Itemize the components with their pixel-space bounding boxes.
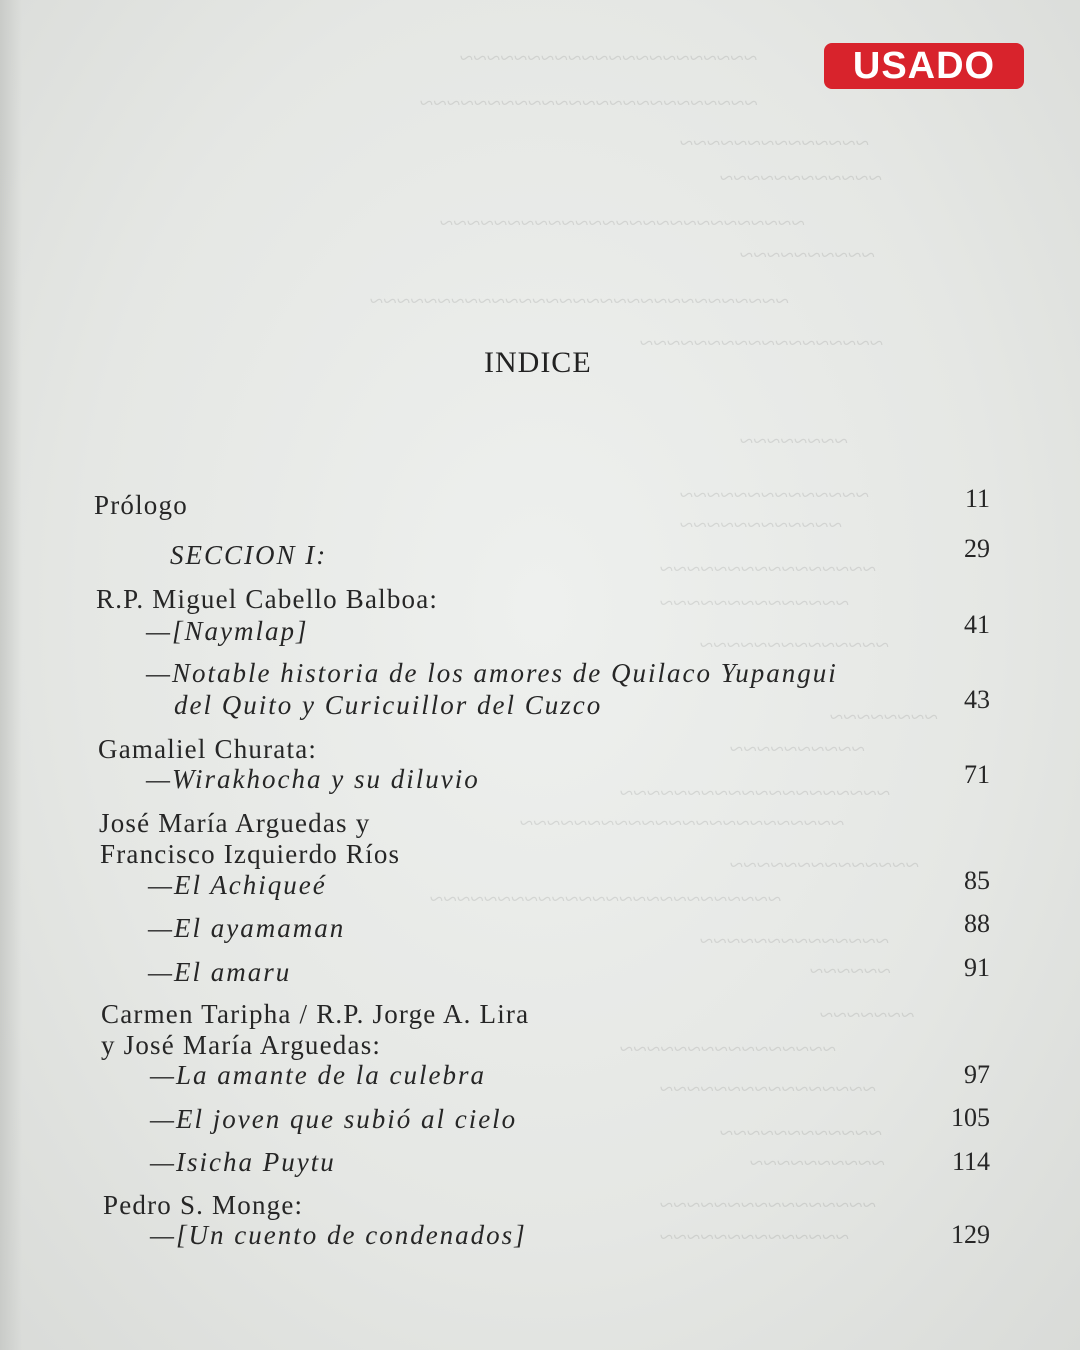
author-heading: José María Arguedas y — [99, 808, 371, 838]
page-number: 85 — [964, 866, 990, 895]
entry-title: —La amante de la culebra — [150, 1060, 486, 1090]
entry-title: —El Achiqueé — [148, 870, 327, 900]
author-heading-continued: y José María Arguedas: — [101, 1030, 382, 1060]
entry-title: —El ayamaman — [148, 913, 346, 943]
page-number: 71 — [964, 760, 990, 789]
author-heading: Pedro S. Monge: — [103, 1190, 304, 1220]
author-heading: Carmen Taripha / R.P. Jorge A. Lira — [101, 999, 530, 1029]
page-title: INDICE — [484, 346, 592, 379]
page-number: 129 — [951, 1220, 990, 1249]
entry-title: —El joven que subió al cielo — [150, 1104, 518, 1134]
section-heading: SECCION I: — [170, 540, 328, 570]
author-heading-continued: Francisco Izquierdo Ríos — [100, 839, 401, 869]
page-number: 88 — [964, 909, 990, 938]
page-number: 41 — [964, 610, 990, 639]
page-number: 11 — [964, 484, 990, 513]
page-number: 114 — [951, 1147, 990, 1176]
page-number: 43 — [964, 685, 990, 714]
entry-title: —[Un cuento de condenados] — [150, 1220, 527, 1250]
page-number: 29 — [964, 534, 990, 563]
page-gutter — [0, 0, 22, 1350]
entry-prologo: Prólogo — [94, 490, 188, 520]
page-number: 105 — [951, 1103, 990, 1132]
page-number: 97 — [964, 1060, 990, 1089]
entry-title-continued: del Quito y Curicuillor del Cuzco — [174, 690, 603, 720]
entry-title: —Isicha Puytu — [150, 1147, 336, 1177]
used-badge: USADO — [824, 43, 1024, 89]
entry-title: —El amaru — [148, 957, 292, 987]
entry-title: —Wirakhocha y su diluvio — [146, 764, 480, 794]
entry-title: —Notable historia de los amores de Quilaco Yupangui — [146, 658, 838, 688]
entry-title: —[Naymlap] — [146, 616, 309, 646]
page-number: 91 — [964, 953, 990, 982]
author-heading: Gamaliel Churata: — [98, 734, 318, 764]
author-heading: R.P. Miguel Cabello Balboa: — [96, 584, 439, 614]
